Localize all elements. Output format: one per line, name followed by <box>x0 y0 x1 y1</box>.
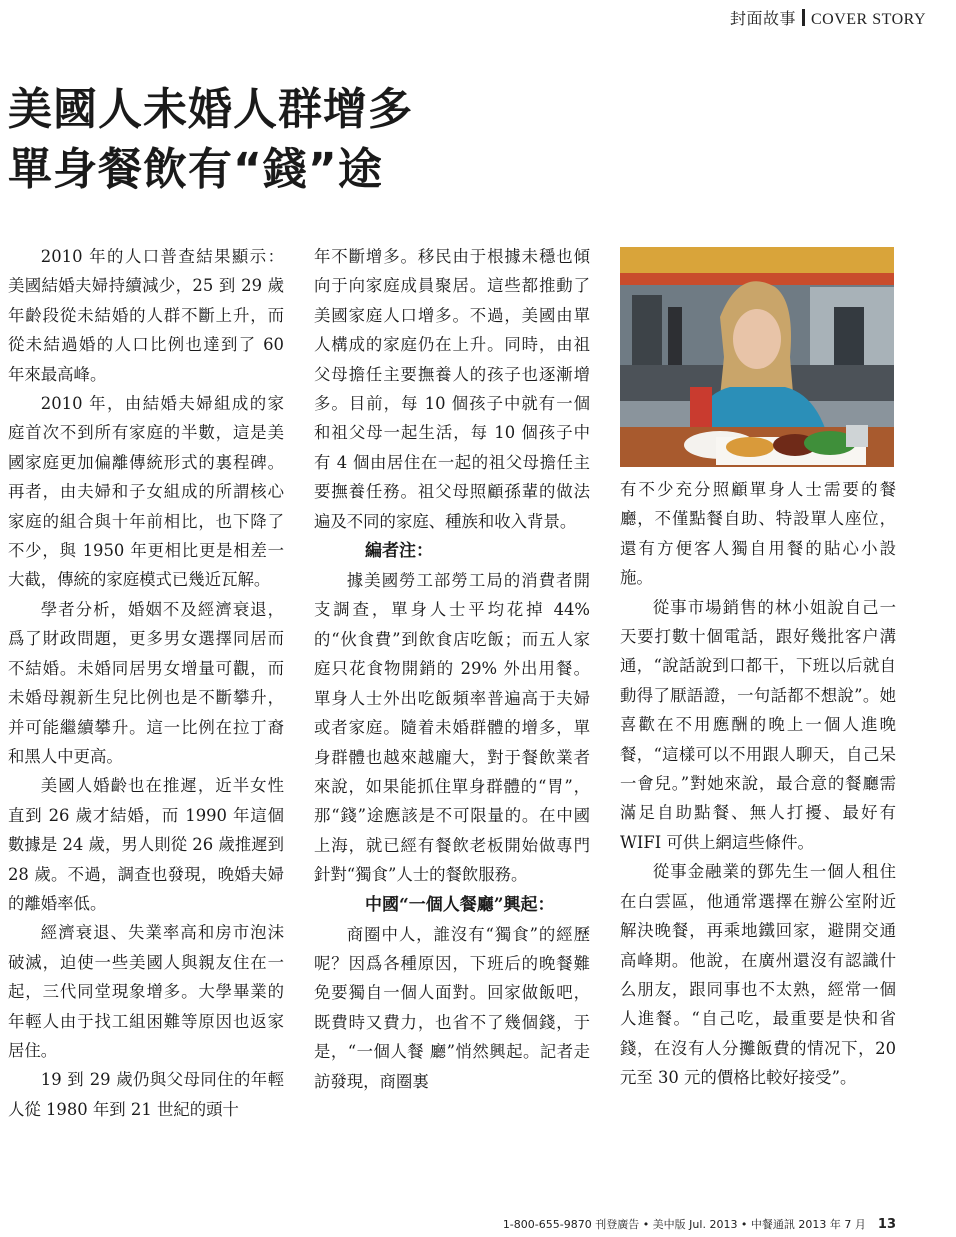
section-label-en: COVER STORY <box>810 11 926 28</box>
section-label <box>730 6 926 29</box>
paragraph: 美國人婚齡也在推遲，近半女性直到 26 歲才結婚，而 1990 年這個數據是 24 歲，男人則從 26 歲推遲到 28 歲。不過，調查也發現，晚婚夫婦的離婚率低。 <box>8 776 284 913</box>
column-2 <box>314 242 590 1096</box>
page-number: 13 <box>877 1217 896 1232</box>
headline-line-2: 單身餐飲有“錢”途 <box>8 144 383 195</box>
subheading-single-restaurant: 中國“一個人餐廳”興起： <box>365 894 555 915</box>
photo-woman-dining <box>620 247 894 467</box>
paragraph: 學者分析，婚姻不及經濟衰退，爲了財政問題，更多男女選擇同居而不結婚。未婚同居男女增量可觀，而未婚母親新生兒比例也是不斷攀升，并可能繼續攀升。這一比例在拉丁裔和黑人中更高。 <box>8 599 284 766</box>
footer-text: 1-800-655-9870 刊登廣告 • 美中版 Jul. 2013 • 中餐通訊 2013 年 7 月 <box>502 1218 866 1231</box>
paragraph: 19 到 29 歲仍與父母同住的年輕人從 1980 年到 21 世紀的頭十 <box>8 1070 284 1119</box>
photo-illustration <box>620 247 894 467</box>
paragraph: 據美國勞工部勞工局的消費者開支調查，單身人士平均花掉 44% 的“伙食費”到飲食店吃飯；而五人家庭只花食物開銷的 29% 外出用餐。單身人士外出吃飯頻率普遍高于夫婦或者家庭。隨着未婚群體的增多，單身群體也越來越龐大，對于餐飲業者來說，如果能抓住單身群體的“胃”，那“錢”途應該是不可限量的。在中國上海，就已經有餐飲老板開始做專門針對“獨食”人士的餐飲服務。 <box>314 571 590 885</box>
paragraph: 從事市場銷售的林小姐說自己一天要打數十個電話，跟好幾批客户溝通，“說話說到口都干，下班以后就自動得了厭語證，一句話都不想說”。她喜歡在不用應酬的晚上一個人進晚餐，“這樣可以不用跟人聊天，自己呆一會兒。”對她來說，最合意的餐廳需滿足自助點餐、無人打擾、最好有 WIFI 可供上網這些條件。 <box>620 597 896 852</box>
page-footer <box>503 1216 896 1232</box>
section-divider <box>802 9 805 26</box>
column-1 <box>8 242 284 1124</box>
headline <box>8 80 413 200</box>
subheading-editor-note: 編者注： <box>365 541 433 562</box>
paragraph: 經濟衰退、失業率高和房市泡沫破滅，迫使一些美國人與親友住在一起，三代同堂現象增多。大學畢業的年輕人由于找工組困難等原因也返家居住。 <box>8 923 284 1060</box>
paragraph: 2010 年，由結婚夫婦組成的家庭首次不到所有家庭的半數，這是美國家庭更加偏離傳統形式的裏程碑。再者，由夫婦和子女組成的所謂核心家庭的組合與十年前相比，也下降了不少，與 1950 年更相比更是相差一大截，傳統的家庭模式已幾近瓦解。 <box>8 394 284 590</box>
section-label-zh: 封面故事 <box>729 9 796 28</box>
paragraph: 從事金融業的鄧先生一個人租住在白雲區，他通常選擇在辦公室附近解決晚餐，再乘地鐵回家，避開交通高峰期。他說，在廣州還沒有認識什么朋友，跟同事也不太熟，經常一個人進餐。“自己吃，最重要是快和省錢，在沒有人分攤飯費的情况下，20 元至 30 元的價格比較好接受”。 <box>620 862 896 1088</box>
column-3 <box>620 475 896 1093</box>
paragraph: 有不少充分照顧單身人士需要的餐廳，不僅點餐自助、特設單人座位，還有方便客人獨自用餐的貼心小設施。 <box>620 480 896 588</box>
paragraph: 2010 年的人口普查結果顯示：美國結婚夫婦持續減少，25 到 29 歲年齡段從未結婚的人群不斷上升，而從未結過婚的人口比例也達到了 60 年來最高峰。 <box>8 247 284 384</box>
paragraph: 年不斷增多。移民由于根據未穩也傾向于向家庭成員聚居。這些都推動了美國家庭人口增多。不過，美國由單人構成的家庭仍在上升。同時，由祖父母擔任主要撫養人的孩子也逐漸增多。目前，每 10 個孩子中就有一個和祖父母一起生活，每 10 個孩子中有 4 個由居住在一起的祖父母擔任主要撫養任務。祖父母照顧孫輩的做法遍及不同的家庭、種族和收入背景。 <box>314 247 590 531</box>
paragraph: 商圈中人，誰沒有“獨食”的經歷呢？因爲各種原因，下班后的晚餐難免要獨自一個人面對。回家做飯吧，既費時又費力，也省不了幾個錢，于是，“一個人餐 廳”悄然興起。記者走訪發現，商圈裏 <box>314 924 590 1091</box>
headline-line-1: 美國人未婚人群增多 <box>8 84 413 135</box>
